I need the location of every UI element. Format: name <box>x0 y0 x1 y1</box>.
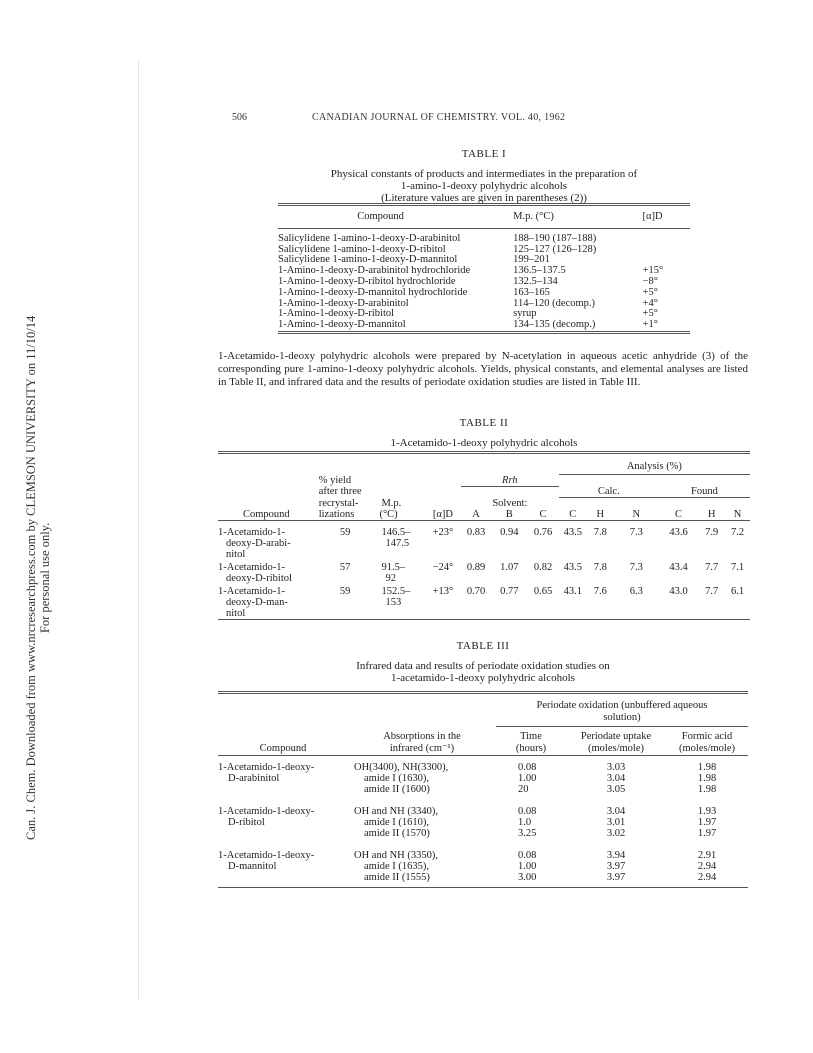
t2-compound-line: nitol <box>226 548 246 560</box>
t3-time: 1.00 <box>518 861 537 872</box>
table-row <box>218 839 748 861</box>
t1-rot: +1° <box>642 319 658 331</box>
t2-cn: 7.3 <box>629 561 643 573</box>
t1-head-rot: [α]D <box>642 211 663 222</box>
t1-mp: 163–165 <box>513 286 550 298</box>
t1-rot: +5° <box>642 308 658 320</box>
t2-a: 0.89 <box>466 561 486 573</box>
t2-head-analysis: Analysis (%) <box>559 461 750 475</box>
t2-compound-line: deoxy-D-ribitol <box>226 572 292 584</box>
t3-formic: 2.94 <box>697 861 717 872</box>
t1-head-compound: Compound <box>357 211 404 222</box>
t3-formic: 1.97 <box>697 817 717 828</box>
t2-ch: 7.8 <box>593 526 607 538</box>
t2-fn: 7.1 <box>731 561 745 573</box>
t1-compound: 1-Amino-1-deoxy-D-ribitol hydrochloride <box>278 275 456 287</box>
table3 <box>218 691 748 888</box>
t2-mp-line: 152.5– <box>381 585 411 597</box>
t2-fn: 7.2 <box>731 526 745 538</box>
t1-mp: 188–190 (187–188) <box>513 232 597 244</box>
t2-mp <box>375 584 424 620</box>
table3-caption <box>218 640 748 684</box>
table1-label: TABLE I <box>461 148 507 160</box>
t2-head-mp-1: M.p. <box>381 497 402 509</box>
table-row <box>278 320 690 332</box>
t2-fn: 6.1 <box>731 585 745 597</box>
t3-absorption: OH and NH (3350), <box>354 850 438 861</box>
table2-label: TABLE II <box>459 417 509 429</box>
t2-rot: −24° <box>432 561 454 573</box>
t3-head-time-2: (hours) <box>515 743 547 754</box>
t2-head-calc-n: N <box>632 508 641 520</box>
watermark-line-2: For personal use only. <box>38 522 52 634</box>
t2-head-found-c: C <box>675 508 683 520</box>
table-row <box>218 861 748 872</box>
t2-compound-line: deoxy-D-arabi- <box>226 537 291 549</box>
table1-title-1: Physical constants of products and intermediates in the preparation of <box>330 168 638 180</box>
t2-mp-line: 147.5 <box>385 537 410 549</box>
t3-time: 3.00 <box>518 872 537 883</box>
t3-absorption: amide I (1610), <box>364 817 430 828</box>
t3-uptake: 3.04 <box>606 773 626 784</box>
t2-cc: 43.5 <box>563 561 582 573</box>
t3-head-formic <box>666 727 748 756</box>
t3-head-uptake <box>566 727 666 756</box>
t3-uptake: 3.94 <box>606 850 626 861</box>
t2-head-calc-h: H <box>596 508 605 520</box>
t3-uptake: 3.01 <box>606 817 626 828</box>
t3-head-periodate <box>496 693 748 727</box>
t3-head-uptake-2: (moles/mole) <box>588 743 644 754</box>
t2-cc: 43.1 <box>563 585 582 597</box>
t2-head-calc: Calc. <box>559 486 659 498</box>
t2-fh: 7.7 <box>705 561 719 573</box>
t3-time: 0.08 <box>518 850 537 861</box>
t2-compound <box>218 520 315 560</box>
t1-compound: Salicylidene 1-amino-1-deoxy-D-arabinitol <box>278 232 461 244</box>
t2-head-b: B <box>505 508 513 520</box>
t3-compound: D-ribitol <box>228 817 265 828</box>
t2-rot: +23° <box>432 526 454 538</box>
t2-head-rot: [α]D <box>432 508 453 520</box>
table-row <box>218 560 750 584</box>
t1-mp: 136.5–137.5 <box>513 265 566 277</box>
t2-mp-line: 153 <box>385 596 402 608</box>
table3-title-1: Infrared data and results of periodate oxidation studies on <box>356 660 610 672</box>
t2-yield: 59 <box>339 526 351 538</box>
t2-fc: 43.6 <box>669 526 688 538</box>
t2-compound-line: 1-Acetamido-1- <box>218 585 286 597</box>
t3-head-formic-2: (moles/mole) <box>679 743 735 754</box>
t2-head-found-h: H <box>707 508 716 520</box>
t3-time: 0.08 <box>518 806 537 817</box>
t3-time: 20 <box>518 784 529 795</box>
t3-formic: 1.93 <box>697 806 717 817</box>
download-watermark <box>2 150 52 840</box>
t2-yield: 59 <box>339 585 351 597</box>
t3-head-periodate-1: Periodate oxidation (unbuffered aqueous <box>536 700 708 711</box>
t3-compound <box>218 828 348 839</box>
t2-mp-line: 146.5– <box>381 526 411 538</box>
t3-formic: 1.98 <box>697 762 717 773</box>
t2-b: 0.77 <box>500 585 519 597</box>
t3-compound: D-arabinitol <box>228 773 280 784</box>
t1-compound: Salicylidene 1-amino-1-deoxy-D-ribitol <box>278 243 446 255</box>
t3-uptake: 3.97 <box>606 861 626 872</box>
journal-title: CANADIAN JOURNAL OF CHEMISTRY. VOL. 40, 1962 <box>312 112 566 123</box>
t2-fh: 7.9 <box>705 526 719 538</box>
t2-head-c: C <box>539 508 547 520</box>
t1-rot: +15° <box>642 265 664 277</box>
t3-absorption: OH(3400), NH(3300), <box>354 762 449 773</box>
t2-compound-line: 1-Acetamido-1- <box>218 561 286 573</box>
table2 <box>218 451 750 622</box>
t3-head-time-1: Time <box>520 731 542 742</box>
t2-head-yield-1: % yield <box>318 474 352 486</box>
t2-c: 0.82 <box>533 561 553 573</box>
t3-time: 1.0 <box>518 817 532 828</box>
t2-cc: 43.5 <box>563 526 582 538</box>
t3-compound: 1-Acetamido-1-deoxy- <box>218 762 315 773</box>
body-paragraph: 1-Acetamido-1-deoxy polyhydric alcohols were prepared by N-acetylation in aqueous acetic anhydride (3) of the corresponding pure 1-amino-1-deoxy polyhydric alcohols. Yields, physical constants, and elemental analyses are listed in Table II, and infrared data and the results of periodate oxidation studies are listed in Table III. <box>218 350 748 388</box>
t3-absorption: amide II (1555) <box>364 872 430 883</box>
t1-rot <box>631 228 690 244</box>
t2-head-yield-4: lizations <box>318 508 355 520</box>
t3-formic: 2.91 <box>697 850 717 861</box>
table-row <box>218 817 748 828</box>
t1-compound: 1-Amino-1-deoxy-D-mannitol <box>278 319 406 331</box>
t1-rot: +5° <box>642 286 658 298</box>
t3-compound: 1-Acetamido-1-deoxy- <box>218 850 315 861</box>
t2-c: 0.76 <box>533 526 553 538</box>
t3-uptake: 3.02 <box>606 828 626 839</box>
t1-compound: 1-Amino-1-deoxy-D-mannitol hydrochloride <box>278 286 468 298</box>
t2-mp <box>375 520 424 560</box>
t2-fc: 43.0 <box>669 585 688 597</box>
t2-compound-line: deoxy-D-man- <box>226 596 288 608</box>
table3-label: TABLE III <box>456 640 510 652</box>
t2-ch: 7.8 <box>593 561 607 573</box>
t3-head-formic-1: Formic acid <box>681 731 733 742</box>
table2-title: 1-Acetamido-1-deoxy polyhydric alcohols <box>390 437 578 449</box>
t2-cn: 7.3 <box>629 526 643 538</box>
t2-mp-line: 91.5– <box>381 561 406 573</box>
t3-time: 1.00 <box>518 773 537 784</box>
t1-mp: 114–120 (decomp.) <box>513 297 596 309</box>
t2-mp <box>375 560 424 584</box>
t3-compound <box>218 784 348 795</box>
t2-head-mp-2: (°C) <box>379 508 398 520</box>
table3-title-2: 1-acetamido-1-deoxy polyhydric alcohols <box>391 672 575 684</box>
t1-head-mp: M.p. (°C) <box>513 211 554 222</box>
t3-formic: 1.98 <box>697 784 717 795</box>
t2-head-rrh: Rrh <box>502 474 518 486</box>
t2-a: 0.70 <box>466 585 486 597</box>
t1-compound: Salicylidene 1-amino-1-deoxy-D-mannitol <box>278 254 458 266</box>
t3-head-uptake-1: Periodate uptake <box>580 731 652 742</box>
t2-head-yield-3: recrystal- <box>318 497 359 509</box>
t1-compound: 1-Amino-1-deoxy-D-ribitol <box>278 308 395 320</box>
t3-compound: 1-Acetamido-1-deoxy- <box>218 806 315 817</box>
t1-compound: 1-Amino-1-deoxy-D-arabinitol hydrochloride <box>278 265 471 277</box>
t3-absorption: amide II (1600) <box>364 784 430 795</box>
table-row <box>278 288 690 299</box>
t3-head-time <box>496 727 566 756</box>
table-row <box>218 756 748 774</box>
t1-mp: 199–201 <box>513 254 550 266</box>
t3-formic: 1.97 <box>697 828 717 839</box>
t2-compound-line: 1-Acetamido-1- <box>218 526 286 538</box>
t3-absorption: amide II (1570) <box>364 828 430 839</box>
t2-head-found-n: N <box>733 508 742 520</box>
table1-title-3: (Literature values are given in parentheses (2)) <box>381 192 587 204</box>
page-number: 506 <box>232 112 247 123</box>
table-row <box>218 520 750 560</box>
t2-head-yield-2: after three <box>318 486 362 497</box>
t2-cn: 6.3 <box>629 585 643 597</box>
t2-compound <box>218 560 315 584</box>
t3-head-abs-2: infrared (cm⁻¹) <box>389 742 455 754</box>
t2-mp-line: 92 <box>385 572 396 584</box>
table-row <box>218 872 748 883</box>
table-row <box>218 828 748 839</box>
table-row <box>218 773 748 784</box>
t2-rot: +13° <box>432 585 454 597</box>
t2-yield: 57 <box>339 561 351 573</box>
t1-mp: 134–135 (decomp.) <box>513 319 596 331</box>
t3-head-absorptions <box>348 727 496 756</box>
scan-edge <box>138 60 139 1000</box>
t1-mp: 125–127 (126–128) <box>513 243 597 255</box>
t3-absorption: amide I (1630), <box>364 773 430 784</box>
table-row <box>218 795 748 817</box>
t3-formic: 2.94 <box>697 872 717 883</box>
t2-compound-line: nitol <box>226 607 246 619</box>
t3-head-compound: Compound <box>259 742 307 754</box>
t2-head-a: A <box>472 508 480 520</box>
t2-head-compound: Compound <box>243 508 290 520</box>
t1-mp: 132.5–134 <box>513 275 558 287</box>
t2-head-calc-c: C <box>569 508 577 520</box>
t3-compound <box>218 872 348 883</box>
t3-absorption: OH and NH (3340), <box>354 806 438 817</box>
t3-uptake: 3.03 <box>606 762 626 773</box>
table1-caption <box>278 148 690 204</box>
watermark-line-1: Can. J. Chem. Downloaded from www.nrcresearchpress.com by CLEMSON UNIVERSITY on 11/10/14 <box>24 315 38 840</box>
t2-ch: 7.6 <box>593 585 607 597</box>
t3-time: 0.08 <box>518 762 537 773</box>
t2-head-solvent: Solvent: <box>492 497 528 509</box>
table-row <box>218 784 748 795</box>
t1-rot: −8° <box>642 275 658 287</box>
t3-uptake: 3.97 <box>606 872 626 883</box>
t1-compound: 1-Amino-1-deoxy-D-arabinitol <box>278 297 409 309</box>
t2-head-found: Found <box>659 486 750 498</box>
t3-compound: D-mannitol <box>228 861 277 872</box>
t3-absorption: amide I (1635), <box>364 861 430 872</box>
table1-title-2: 1-amino-1-deoxy polyhydric alcohols <box>400 180 568 192</box>
t3-uptake: 3.05 <box>606 784 626 795</box>
t2-a: 0.83 <box>466 526 486 538</box>
t2-compound <box>218 584 315 620</box>
table1 <box>278 203 690 338</box>
table2-caption <box>218 417 750 449</box>
table-row <box>278 228 690 244</box>
t1-mp: syrup <box>513 308 537 320</box>
t2-b: 1.07 <box>500 561 519 573</box>
t3-time: 3.25 <box>518 828 537 839</box>
t2-fc: 43.4 <box>669 561 688 573</box>
t3-head-abs-1: Absorptions in the <box>383 730 461 742</box>
t2-b: 0.94 <box>500 526 519 538</box>
t3-formic: 1.98 <box>697 773 717 784</box>
t1-rot: +4° <box>642 297 658 309</box>
t3-uptake: 3.04 <box>606 806 626 817</box>
t1-rot <box>631 245 690 256</box>
table-row <box>218 584 750 620</box>
t2-fh: 7.7 <box>705 585 719 597</box>
t3-head-periodate-2: solution) <box>603 712 641 723</box>
t2-c: 0.65 <box>533 585 553 597</box>
